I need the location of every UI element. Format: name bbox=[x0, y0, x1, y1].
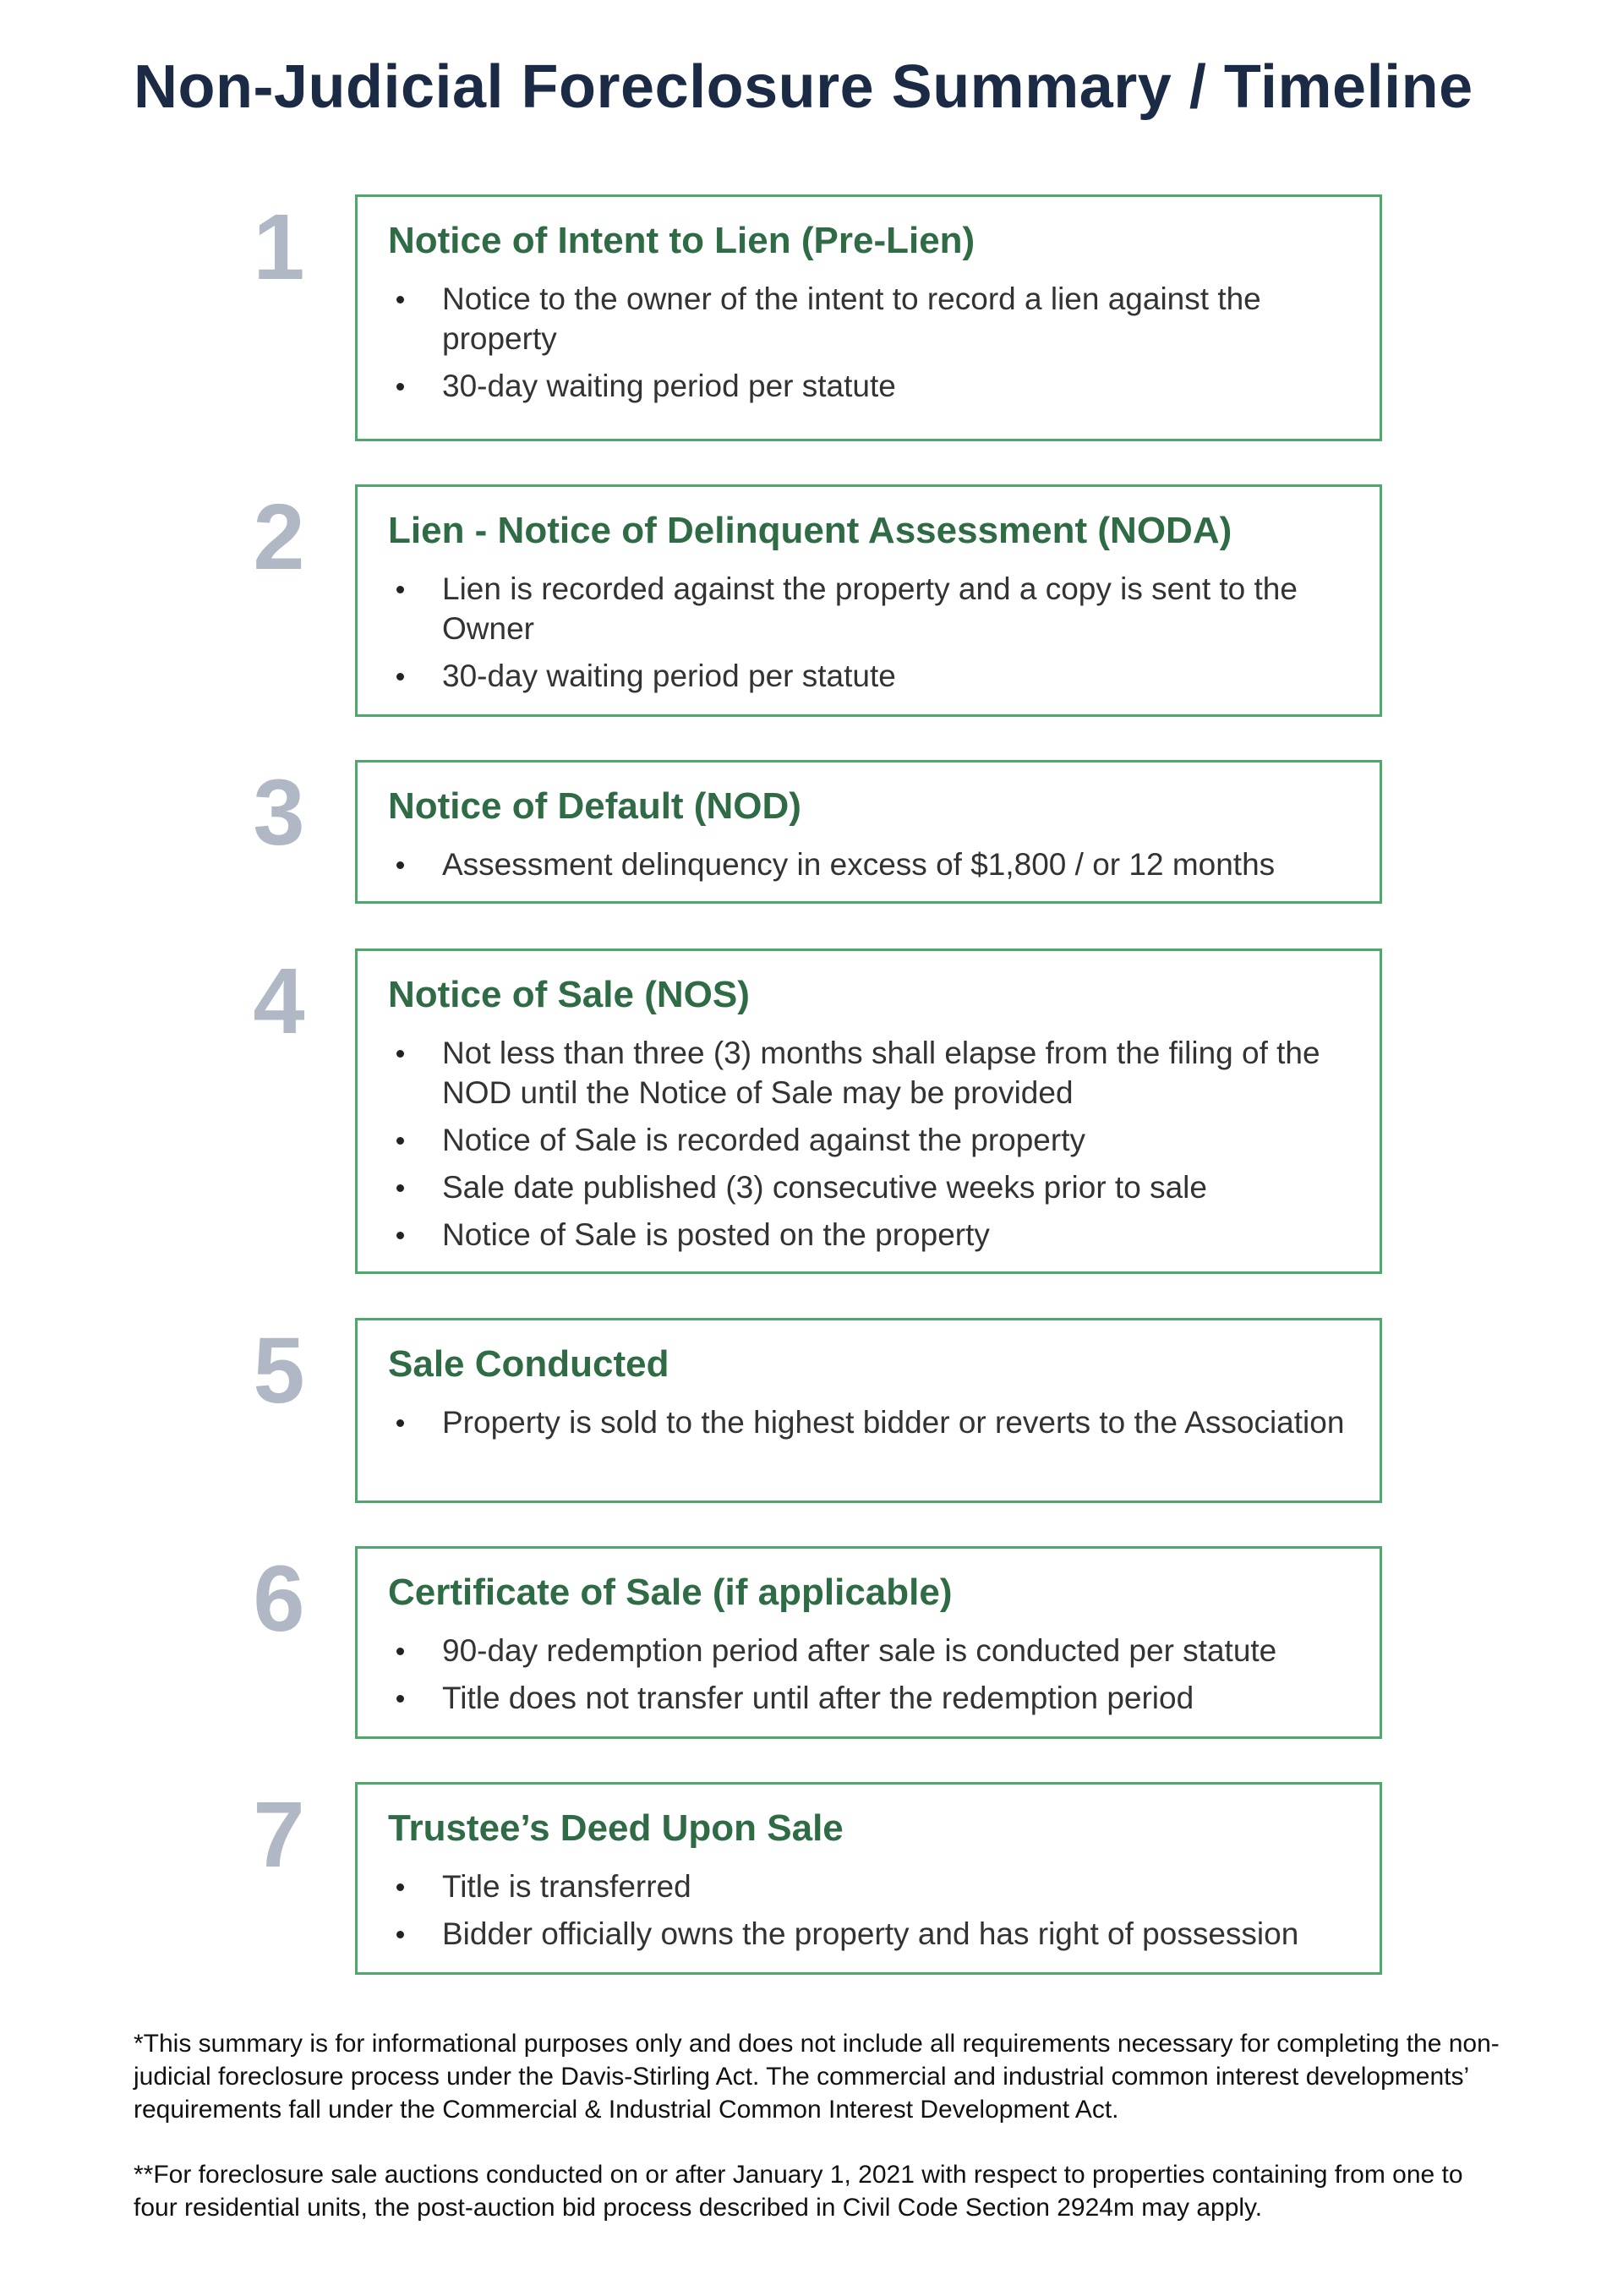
step-heading: Lien - Notice of Delinquent Assessment (NODA) bbox=[388, 510, 1232, 551]
step-bullet-list bbox=[388, 569, 1349, 696]
step-bullet-list bbox=[388, 1631, 1349, 1718]
step-box bbox=[355, 1782, 1382, 1975]
step-bullet: Sale date published (3) consecutive weeks prior to sale bbox=[388, 1167, 1349, 1207]
step-number: 6 bbox=[253, 1547, 305, 1651]
step-bullet: Bidder officially owns the property and has right of possession bbox=[388, 1914, 1349, 1954]
step-bullet-list bbox=[388, 1867, 1349, 1954]
step-box bbox=[355, 760, 1382, 904]
step-bullet: Lien is recorded against the property and a copy is sent to the Owner bbox=[388, 569, 1349, 648]
step-bullet: Property is sold to the highest bidder or reverts to the Association bbox=[388, 1402, 1349, 1442]
step-bullet: Notice to the owner of the intent to record a lien against the property bbox=[388, 279, 1349, 358]
step-bullet-list bbox=[388, 279, 1349, 406]
step-number: 2 bbox=[253, 485, 305, 589]
step-bullet: 30-day waiting period per statute bbox=[388, 366, 1349, 406]
step-box bbox=[355, 484, 1382, 717]
footnote-auction: **For foreclosure sale auctions conducted on or after January 1, 2021 with respect to properties containing from one to four residential units, the post-auction bid process described in Civil Code Section 2924m may apply. bbox=[134, 2161, 1463, 2222]
step-heading: Notice of Default (NOD) bbox=[388, 785, 801, 827]
step-bullet-list bbox=[388, 1402, 1349, 1442]
step-box bbox=[355, 1546, 1382, 1739]
step-heading: Notice of Sale (NOS) bbox=[388, 974, 750, 1015]
step-bullet: Title does not transfer until after the redemption period bbox=[388, 1678, 1349, 1718]
step-number: 7 bbox=[253, 1783, 305, 1887]
step-heading: Sale Conducted bbox=[388, 1343, 669, 1385]
step-number: 1 bbox=[253, 195, 305, 299]
step-number: 3 bbox=[253, 761, 305, 865]
step-box bbox=[355, 948, 1382, 1274]
step-bullet: 30-day waiting period per statute bbox=[388, 656, 1349, 696]
step-bullet: Not less than three (3) months shall elapse from the filing of the NOD until the Notice of Sale may be provided bbox=[388, 1033, 1349, 1112]
step-number: 4 bbox=[253, 949, 305, 1053]
step-box bbox=[355, 194, 1382, 441]
step-bullet: Notice of Sale is recorded against the property bbox=[388, 1120, 1349, 1160]
footnote-disclaimer: *This summary is for informational purposes only and does not include all requirements necessary for completing the non-judicial foreclosure process under the Davis-Stirling Act. The commercial and industrial common interest developments’ requirements fall under the Commercial & Industrial Common Interest Development Act. bbox=[134, 2030, 1500, 2124]
step-heading: Certificate of Sale (if applicable) bbox=[388, 1572, 953, 1613]
step-heading: Trustee’s Deed Upon Sale bbox=[388, 1807, 844, 1849]
step-box bbox=[355, 1318, 1382, 1503]
step-bullet: Assessment delinquency in excess of $1,800 / or 12 months bbox=[388, 845, 1349, 884]
step-bullet-list bbox=[388, 1033, 1349, 1255]
step-bullet: Title is transferred bbox=[388, 1867, 1349, 1906]
step-heading: Notice of Intent to Lien (Pre-Lien) bbox=[388, 220, 975, 261]
step-bullet-list bbox=[388, 845, 1349, 884]
step-bullet: Notice of Sale is posted on the property bbox=[388, 1215, 1349, 1255]
step-number: 5 bbox=[253, 1319, 305, 1423]
step-bullet: 90-day redemption period after sale is conducted per statute bbox=[388, 1631, 1349, 1670]
page-title: Non-Judicial Foreclosure Summary / Timeline bbox=[134, 53, 1473, 121]
